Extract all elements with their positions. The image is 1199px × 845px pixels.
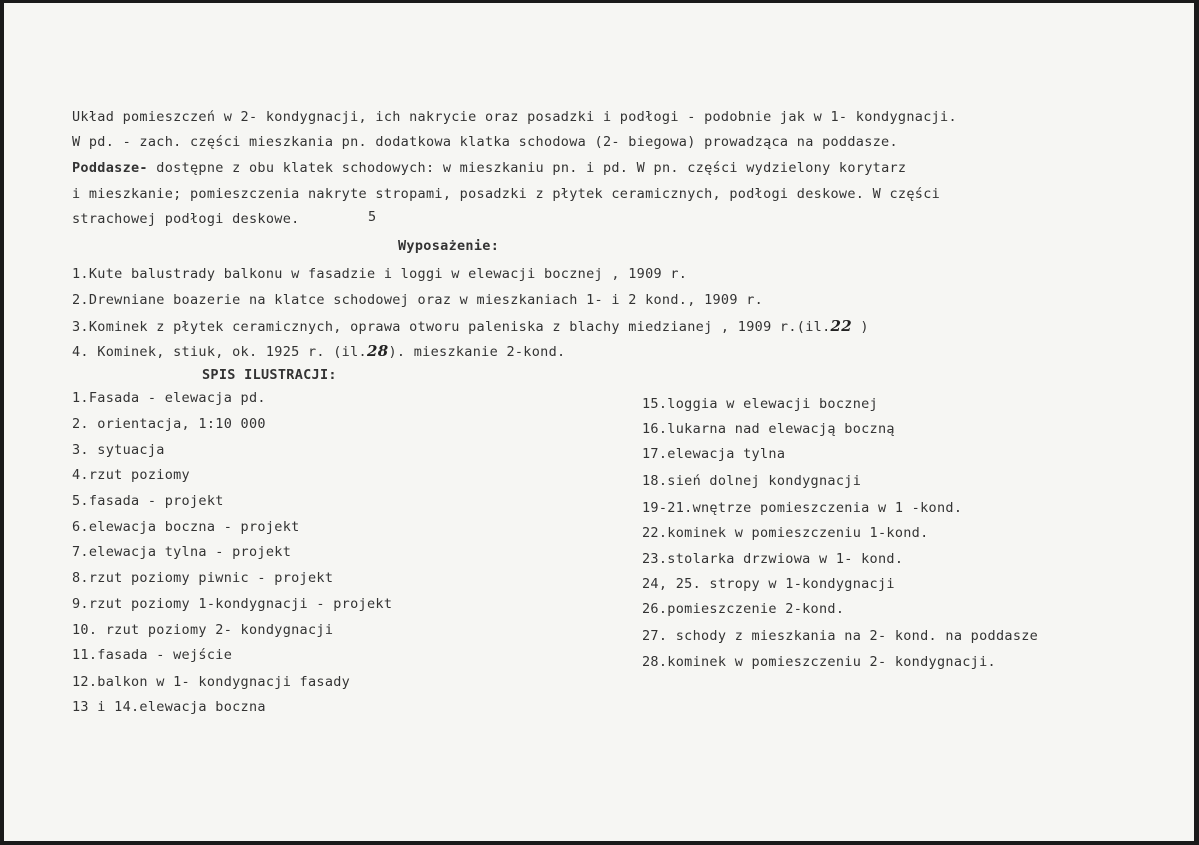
equipment-item-2: 2.Drewniane boazerie na klatce schodowej oraz w mieszkaniach 1- i 2 kond., 1909 r. [72, 292, 764, 308]
illustration-item: 2. orientacja, 1:10 000 [72, 416, 266, 432]
equipment-item-3 [72, 318, 869, 335]
illustration-item: 18.sień dolnej kondygnacji [642, 473, 862, 489]
illustration-item: 1.Fasada - elewacja pd. [72, 390, 266, 406]
body-line-3-text: dostępne z obu klatek schodowych: w mieszkaniu pn. i pd. W pn. części wydzielony korytarz [147, 160, 907, 176]
illustration-item: 16.lukarna nad elewacją boczną [642, 421, 895, 437]
document-page [4, 3, 1194, 841]
illustration-item: 13 i 14.elewacja boczna [72, 699, 266, 715]
handwritten-number-22: 22 [830, 317, 852, 335]
illustrations-heading: SPIS ILUSTRACJI: [202, 367, 337, 383]
illustration-item: 28.kominek w pomieszczeniu 2- kondygnacji. [642, 654, 996, 670]
body-line-4: i mieszkanie; pomieszczenia nakryte stropami, posadzki z płytek ceramicznych, podłogi deskowe. W części [72, 186, 941, 202]
equipment-item-4-tail: ). mieszkanie 2-kond. [388, 344, 566, 360]
page-number: 5 [368, 209, 377, 225]
body-line-2: W pd. - zach. części mieszkania pn. dodatkowa klatka schodowa (2- biegowa) prowadząca na poddasze. [72, 134, 898, 150]
equipment-item-3-text: 3.Kominek z płytek ceramicznych, oprawa otworu paleniska z blachy miedzianej , 1909 r.(il. [72, 319, 831, 335]
illustration-item: 7.elewacja tylna - projekt [72, 544, 292, 560]
equipment-item-1: 1.Kute balustrady balkonu w fasadzie i loggi w elewacji bocznej , 1909 r. [72, 266, 688, 282]
body-line-1: Układ pomieszczeń w 2- kondygnacji, ich nakrycie oraz posadzki i podłogi - podobnie jak w 1- kondygnacji. [72, 109, 957, 125]
equipment-item-4-text: 4. Kominek, stiuk, ok. 1925 r. (il. [72, 344, 367, 360]
equipment-heading: Wyposażenie: [398, 238, 500, 254]
equipment-item-3-tail: ) [851, 319, 869, 335]
illustration-item: 23.stolarka drzwiowa w 1- kond. [642, 551, 904, 567]
illustration-item: 4.rzut poziomy [72, 467, 190, 483]
body-line-3 [72, 160, 906, 176]
illustration-item: 5.fasada - projekt [72, 493, 224, 509]
illustration-item: 6.elewacja boczna - projekt [72, 519, 300, 535]
illustration-item: 10. rzut poziomy 2- kondygnacji [72, 622, 334, 638]
illustration-item: 12.balkon w 1- kondygnacji fasady [72, 674, 351, 690]
body-line-5: strachowej podłogi deskowe. [72, 211, 300, 227]
illustration-item: 24, 25. stropy w 1-kondygnacji [642, 576, 895, 592]
illustration-item: 15.loggia w elewacji bocznej [642, 396, 878, 412]
illustration-item: 22.kominek w pomieszczeniu 1-kond. [642, 525, 929, 541]
illustration-item: 17.elewacja tylna [642, 446, 786, 462]
illustration-item: 3. sytuacja [72, 442, 165, 458]
attic-label: Poddasze- [72, 160, 148, 176]
illustration-item: 27. schody z mieszkania na 2- kond. na poddasze [642, 628, 1039, 644]
illustration-item: 26.pomieszczenie 2-kond. [642, 601, 845, 617]
illustration-item: 19-21.wnętrze pomieszczenia w 1 -kond. [642, 500, 963, 516]
illustration-item: 11.fasada - wejście [72, 647, 233, 663]
handwritten-number-28: 28 [366, 342, 389, 360]
illustration-item: 8.rzut poziomy piwnic - projekt [72, 570, 334, 586]
equipment-item-4 [72, 343, 565, 360]
illustration-item: 9.rzut poziomy 1-kondygnacji - projekt [72, 596, 393, 612]
